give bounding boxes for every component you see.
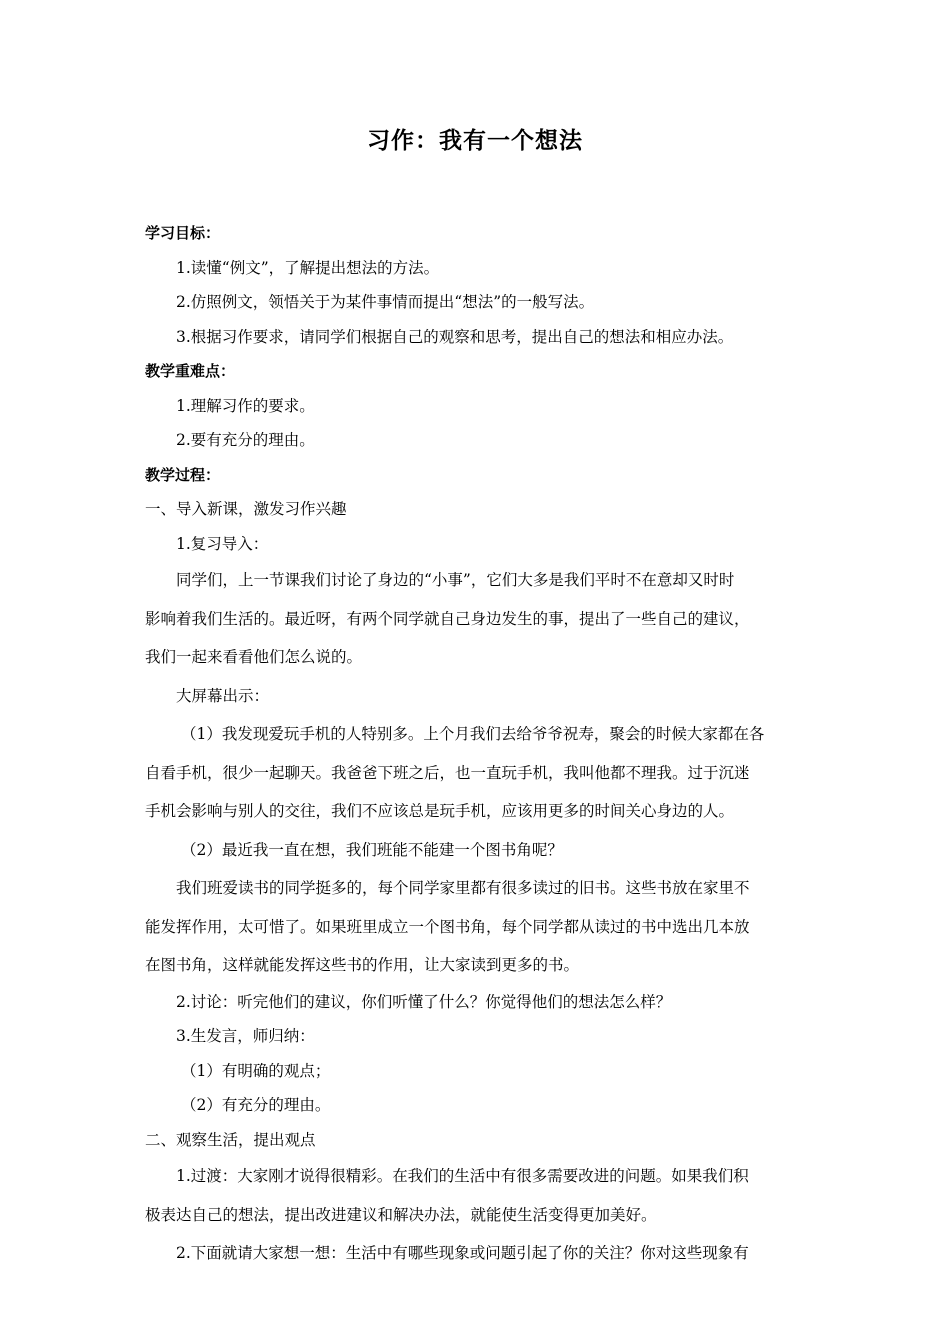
paragraph-line: 影响着我们生活的。最近呀，有两个同学就自己身边发生的事，提出了一些自己的建议， bbox=[145, 609, 750, 628]
example-title: （2）最近我一直在想，我们班能不能建一个图书角呢？ bbox=[181, 840, 563, 859]
key-points-heading: 教学重难点： bbox=[145, 362, 236, 380]
objective-item: 1.读懂“例文”，了解提出想法的方法。 bbox=[176, 258, 440, 277]
page-title: 习作：我有一个想法 bbox=[367, 128, 583, 154]
discussion-line: 2.讨论：听完他们的建议，你们听懂了什么？你觉得他们的想法怎么样？ bbox=[176, 992, 672, 1011]
paragraph-line: 我们一起来看看他们怎么说的。 bbox=[145, 648, 363, 666]
paragraph-line: 1.过渡：大家刚才说得很精彩。在我们的生活中有很多需要改进的问题。如果我们积 bbox=[176, 1167, 749, 1185]
example-line: （1）我发现爱玩手机的人特别多。上个月我们去给爷爷祝寿，聚会的时候大家都在各 bbox=[181, 725, 765, 743]
objective-item: 3.根据习作要求，请同学们根据自己的观察和思考，提出自己的想法和相应办法。 bbox=[176, 327, 734, 346]
summary-point: （2）有充分的理由。 bbox=[181, 1096, 331, 1114]
paragraph-line: 2.下面就请大家想一想：生活中有哪些现象或问题引起了你的关注？你对这些现象有 bbox=[176, 1244, 749, 1262]
section-title: 一、导入新课，激发习作兴趣 bbox=[145, 500, 347, 518]
example-line: 我们班爱读书的同学挺多的，每个同学家里都有很多读过的旧书。这些书放在家里不 bbox=[176, 879, 750, 897]
paragraph-line: 极表达自己的想法，提出改进建议和解决办法，就能使生活变得更加美好。 bbox=[145, 1205, 657, 1224]
key-point-item: 1.理解习作的要求。 bbox=[176, 396, 315, 415]
example-line: 能发挥作用，太可惜了。如果班里成立一个图书角，每个同学都从读过的书中选出几本放 bbox=[145, 917, 750, 936]
objective-item: 2.仿照例文，领悟关于为某件事情而提出“想法”的一般写法。 bbox=[176, 293, 595, 311]
process-heading: 教学过程： bbox=[145, 465, 221, 484]
example-line: 在图书角，这样就能发挥这些书的作用，让大家读到更多的书。 bbox=[145, 956, 580, 974]
key-point-item: 2.要有充分的理由。 bbox=[176, 431, 315, 449]
example-line: 自看手机，很少一起聊天。我爸爸下班之后，也一直玩手机，我叫他都不理我。过于沉迷 bbox=[145, 763, 750, 782]
example-line: 手机会影响与别人的交往，我们不应该总是玩手机，应该用更多的时间关心身边的人。 bbox=[145, 802, 735, 820]
objectives-heading: 学习目标： bbox=[145, 224, 221, 242]
summary-line: 3.生发言，师归纳： bbox=[176, 1027, 315, 1045]
document-body bbox=[145, 216, 810, 1273]
section-title: 二、观察生活，提出观点 bbox=[145, 1130, 316, 1149]
review-intro: 1.复习导入： bbox=[176, 534, 269, 553]
screen-show-label: 大屏幕出示： bbox=[176, 686, 270, 705]
paragraph-line: 同学们，上一节课我们讨论了身边的“小事”，它们大多是我们平时不在意却又时时 bbox=[176, 571, 735, 589]
summary-point: （1）有明确的观点； bbox=[181, 1061, 331, 1080]
